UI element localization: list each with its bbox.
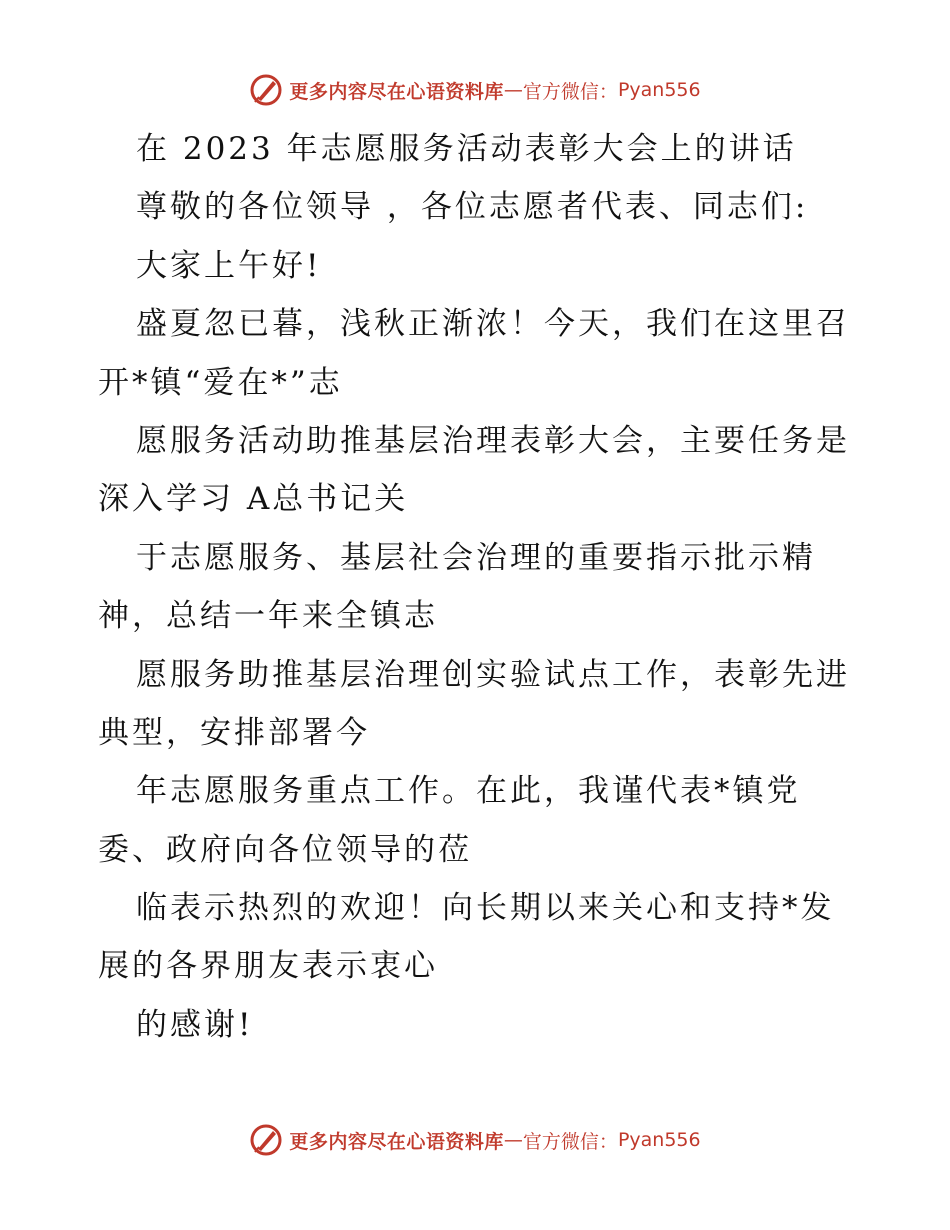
quill-pen-icon xyxy=(249,1123,283,1157)
text-line: 委、政府向各位领导的莅 xyxy=(98,831,472,868)
text-line: 于志愿服务、基层社会治理的重要指示批示精 xyxy=(136,539,816,576)
banner-wechat-label: 官方微信： xyxy=(522,1130,618,1153)
banner-title: 更多内容尽在心语资料库 xyxy=(289,1130,504,1153)
banner-separator: — xyxy=(503,1129,523,1151)
banner-title: 更多内容尽在心语资料库 xyxy=(289,80,504,103)
footer-banner xyxy=(0,1120,950,1160)
text-line: 大家上午好! xyxy=(136,247,322,284)
text-line: 典型，安排部署今 xyxy=(98,714,370,751)
document-title: 在 2023 年志愿服务活动表彰大会上的讲话 xyxy=(136,131,797,167)
banner-separator: — xyxy=(503,79,523,101)
banner-wechat-id: Pyan556 xyxy=(617,1129,701,1151)
text-line: 展的各界朋友表示衷心 xyxy=(98,948,438,985)
text-line: 愿服务活动助推基层治理表彰大会，主要任务是 xyxy=(136,422,850,459)
banner-wechat-label: 官方微信： xyxy=(522,80,618,103)
text-line: 开*镇“爱在*”志 xyxy=(98,364,343,401)
text-line: 尊敬的各位领导 ，各位志愿者代表、同志们: xyxy=(136,189,809,226)
text-line: 临表示热烈的欢迎！向长期以来关心和支持*发 xyxy=(136,890,835,927)
text-line: 深入学习 A总书记关 xyxy=(98,481,409,518)
header-banner xyxy=(0,70,950,110)
text-line: 的感谢! xyxy=(136,1006,254,1043)
text-line: 神，总结一年来全镇志 xyxy=(98,598,438,635)
quill-pen-icon xyxy=(249,73,283,107)
speech-document xyxy=(98,120,878,1054)
text-line: 盛夏忽已暮，浅秋正渐浓！今天，我们在这里召 xyxy=(136,306,850,343)
text-line: 年志愿服务重点工作。在此，我谨代表*镇党 xyxy=(136,773,801,810)
text-line: 愿服务助推基层治理创实验试点工作，表彰先进 xyxy=(136,656,850,693)
banner-wechat-id: Pyan556 xyxy=(617,79,701,101)
